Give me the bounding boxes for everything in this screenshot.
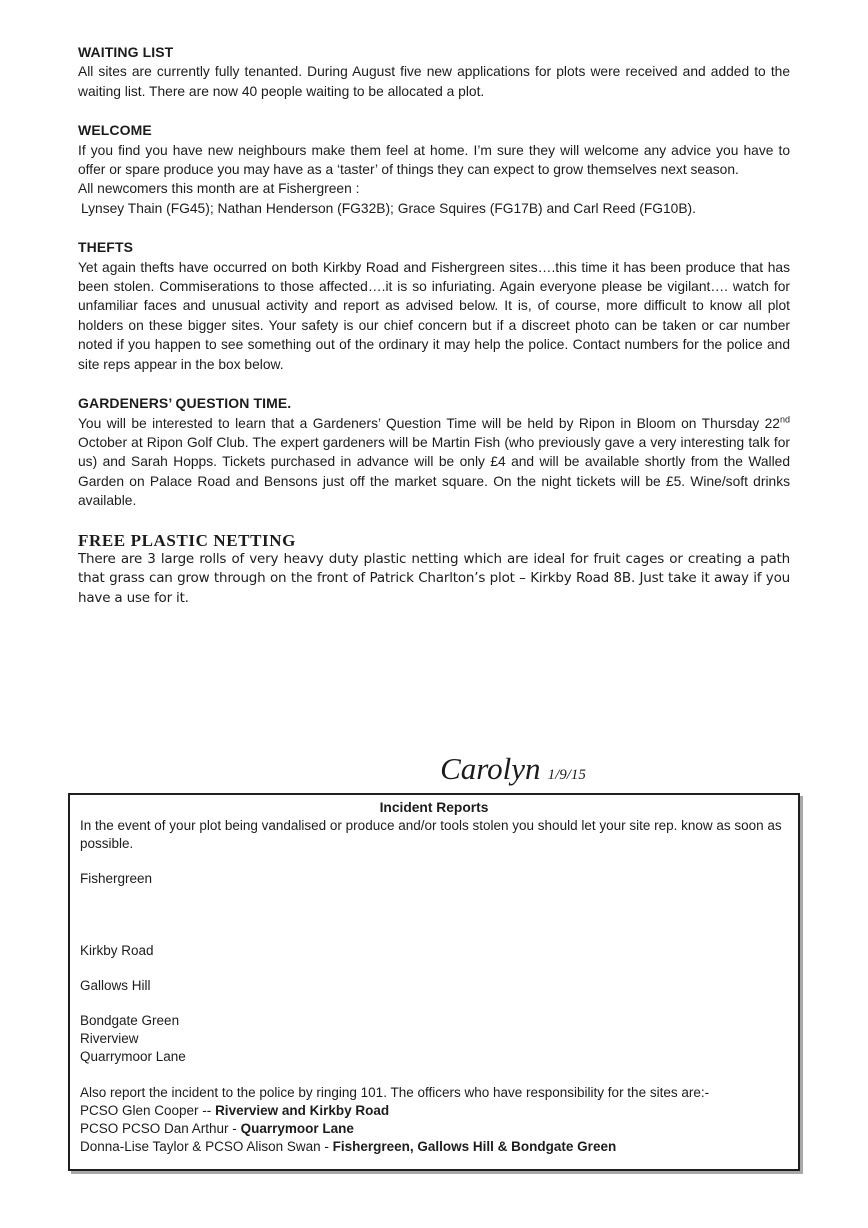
site-name-quarrymoor-lane: Quarrymoor Lane <box>80 1049 186 1064</box>
officer-sites: Riverview and Kirkby Road <box>215 1103 390 1118</box>
section-thefts <box>78 238 790 374</box>
site-name-riverview: Riverview <box>80 1031 139 1046</box>
section-heading-waiting-list: WAITING LIST <box>78 44 174 60</box>
section-heading-free-plastic-netting: FREE PLASTIC NETTING <box>78 530 296 550</box>
gqt-text-after-superscript: October at Ripon Golf Club. The expert gardeners will be Martin Fish (who previously gave a very interesting talk for us) and Sarah Hopps. Tickets purchased in advance will be only £4 and will be available shortly from the Walled Garden on Palace Road and Bensons just off the market square. On the night tickets will be £5. Wine/soft drinks available. <box>78 434 790 509</box>
signature-date: 1/9/15 <box>547 767 586 783</box>
officer-name: Donna-Lise Taylor & PCSO Alison Swan - <box>80 1139 329 1154</box>
officer-line <box>80 1120 788 1138</box>
officer-name: PCSO Glen Cooper -- <box>80 1103 212 1118</box>
incident-box-title: Incident Reports <box>379 800 489 815</box>
spacer <box>80 888 788 942</box>
officer-sites: Fishergreen, Gallows Hill & Bondgate Green <box>332 1139 617 1154</box>
ordinal-superscript: nd <box>779 413 790 424</box>
spacer <box>80 853 788 870</box>
section-heading-welcome: WELCOME <box>78 122 152 139</box>
thefts-paragraph: Yet again thefts have occurred on both Kirkby Road and Fishergreen sites….this time it has been produce that has been stolen. Commiserations to those affected….it is so infuriating. Again everyone please be vigilant…. watch for unfamiliar faces and unusual activity and report as advised below. It is, of course, more difficult to know all plot holders on these bigger sites. Your safety is our chief concern but if a discreet photo can be taken or car number noted if you happen to see something out of the ordinary it may help the police. Contact numbers for the police and site reps appear in the box below. <box>78 259 790 372</box>
gardeners-question-time-paragraph <box>78 414 790 511</box>
section-welcome <box>78 121 790 218</box>
spacer <box>80 960 788 977</box>
welcome-newcomer-names: Lynsey Thain (FG45); Nathan Henderson (FG32B); Grace Squires (FG17B) and Carl Reed (FG10B). <box>81 200 696 216</box>
officer-name: PCSO PCSO Dan Arthur - <box>80 1121 237 1136</box>
site-name-fishergreen: Fishergreen <box>80 871 153 886</box>
police-report-line: Also report the incident to the police by ringing 101. The officers who have responsibility for the sites are:- <box>80 1085 710 1100</box>
free-plastic-netting-paragraph: There are 3 large rolls of very heavy duty plastic netting which are ideal for fruit cages or creating a path that grass can grow through on the front of Patrick Charlton’s plot – Kirkby Road 8B. Just take it away if you have a use for it. <box>78 550 790 606</box>
section-waiting-list <box>78 43 790 101</box>
welcome-newcomers-line: All newcomers this month are at Fishergreen : <box>78 181 360 197</box>
site-name-kirkby-road: Kirkby Road <box>80 943 154 958</box>
section-heading-thefts: THEFTS <box>78 239 134 256</box>
gqt-text-before-superscript: You will be interested to learn that a Gardeners’ Question Time will be held by Ripon in Bloom on Thursday 22 <box>78 415 780 431</box>
section-gardeners-question-time <box>78 394 790 510</box>
newsletter-body <box>78 43 790 752</box>
officer-line <box>80 1102 788 1120</box>
section-heading-gardeners-question-time: GARDENERS’ QUESTION TIME. <box>78 395 292 412</box>
site-name-gallows-hill: Gallows Hill <box>80 978 151 993</box>
signature-name: Carolyn <box>440 751 541 786</box>
spacer <box>80 1066 788 1084</box>
incident-box-intro: In the event of your plot being vandalised or produce and/or tools stolen you should let your site rep. know as soon as possible. <box>80 818 782 851</box>
spacer <box>80 995 788 1012</box>
signature-line <box>236 752 790 793</box>
officer-line <box>80 1138 788 1156</box>
officer-sites: Quarrymoor Lane <box>240 1121 354 1136</box>
incident-reports-box <box>68 793 800 1171</box>
site-name-bondgate-green: Bondgate Green <box>80 1013 180 1028</box>
welcome-paragraph: If you find you have new neighbours make them feel at home. I’m sure they will welcome any advice you have to offer or spare produce you may have as a ‘taster’ of things they can expect to grow themselves next season. <box>78 142 790 178</box>
waiting-list-paragraph: All sites are currently fully tenanted. During August five new applications for plots were received and added to the waiting list. There are now 40 people waiting to be allocated a plot. <box>78 64 790 99</box>
section-free-plastic-netting <box>78 531 790 608</box>
